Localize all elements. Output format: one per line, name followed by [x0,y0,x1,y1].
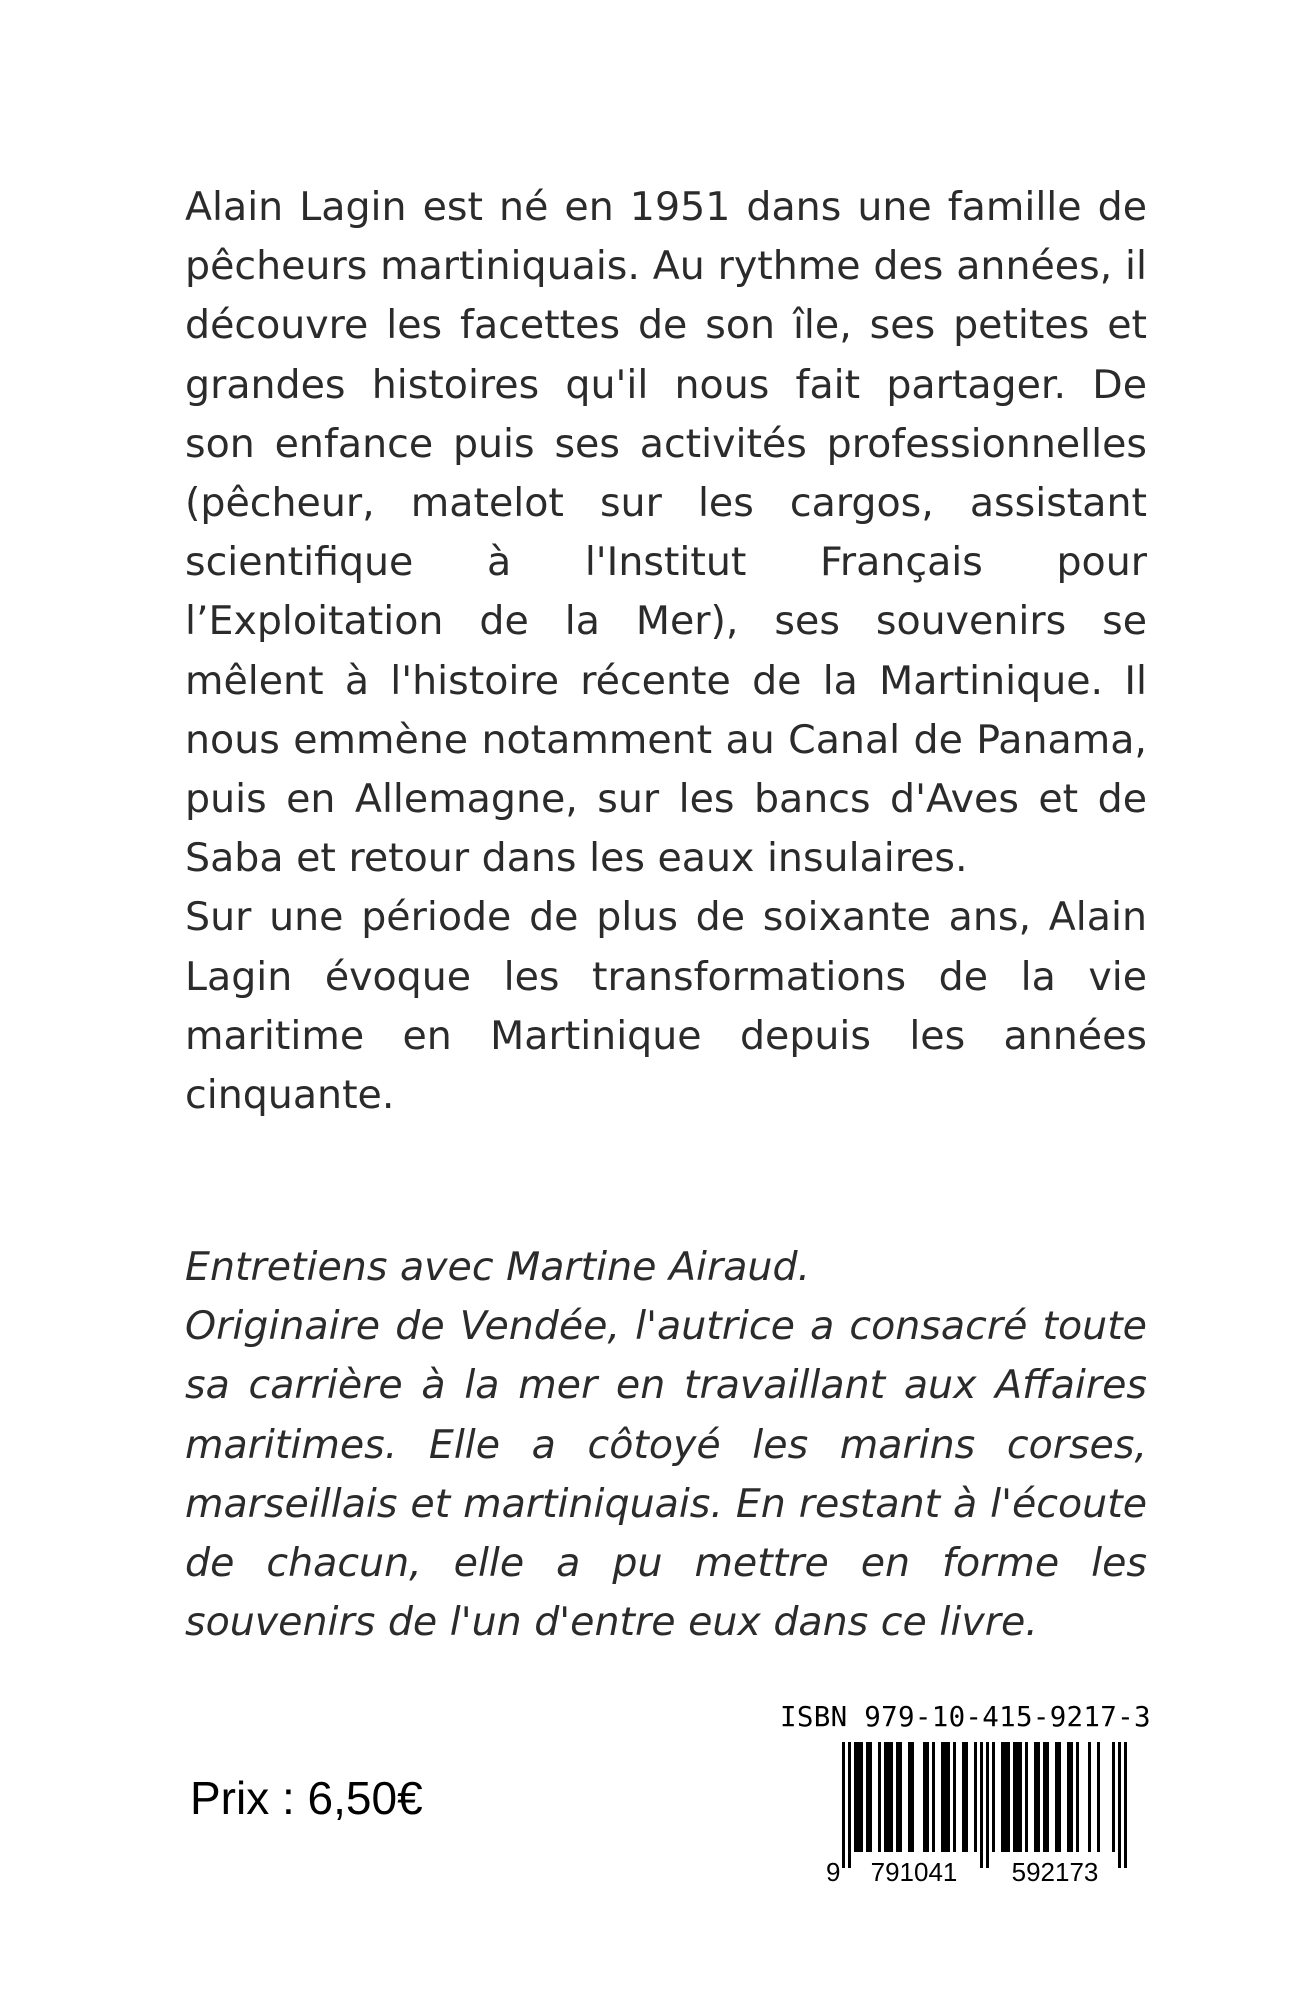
barcode-bar [857,1742,860,1852]
barcode-bar [1025,1742,1028,1852]
barcode-bar [974,1742,977,1852]
barcode-bar [1124,1742,1127,1868]
barcode-bar [1034,1742,1037,1852]
barcode [820,1742,1136,1888]
interview-heading: Entretiens avec Martine Airaud. [185,1244,811,1290]
barcode-bar [848,1742,851,1868]
barcode-bar [869,1742,872,1852]
barcode-bars [842,1742,1127,1868]
barcode-bar [941,1742,944,1852]
barcode-bar [947,1742,950,1852]
barcode-bar [899,1742,902,1852]
barcode-bar [986,1742,989,1868]
barcode-bar [854,1742,857,1852]
barcode-bar [962,1742,965,1852]
barcode-bar [890,1742,893,1852]
barcode-bar [1004,1742,1007,1852]
barcode-bar [923,1742,926,1852]
barcode-bar [1067,1742,1070,1852]
barcode-bar [1070,1742,1073,1852]
barcode-bar [878,1742,881,1852]
barcode-bar [926,1742,929,1852]
barcode-bar [932,1742,935,1852]
barcode-bar [965,1742,968,1852]
barcode-digit-group: 9 [826,1857,841,1887]
barcode-bar [1007,1742,1010,1852]
barcode-bar [911,1742,914,1852]
biography-paragraph-1: Alain Lagin est né en 1951 dans une famille de pêcheurs martiniquais. Au rythme des années, il découvre les facettes de son île, ses petites et grandes histoires qu'il nous fait partager. De son enfance puis ses activités professionnelles (pêcheur, matelot sur les cargos, assistant scientifique à l'Institut Français pour l’Exploitation de la Mer), ses souvenirs se mêlent à l'histoire récente de la Martinique. Il nous emmène notamment au Canal de Panama, puis en Allemagne, sur les bancs d'Aves et de Saba et retour dans les eaux insulaires. [185,184,1147,882]
barcode-bar [1088,1742,1091,1852]
barcode-bar [992,1742,995,1852]
barcode-bar [1016,1742,1019,1852]
barcode-bar [884,1742,887,1852]
barcode-bar [980,1742,983,1868]
author-description: Originaire de Vendée, l'autrice a consacré toute sa carrière à la mer en travaillant aux Affaires maritimes. Elle a côtoyé les marins corses, marseillais et martiniquais. En restant à l'écoute de chacun, elle a pu mettre en forme les souvenirs de l'un d'entre eux dans ce livre. [185,1303,1147,1646]
barcode-bar [866,1742,869,1852]
barcode-graphic [820,1742,1136,1888]
barcode-bar [1118,1742,1121,1868]
barcode-bar [1058,1742,1061,1852]
barcode-bar [1001,1742,1004,1852]
interview-credit [185,1238,1147,1652]
biography-paragraph-2: Sur une période de plus de soixante ans, Alain Lagin évoque les transformations de la vie maritime en Martinique depuis les années cinquante. [185,894,1147,1119]
barcode-bar [896,1742,899,1852]
biography-text [185,178,1147,1125]
barcode-bar [887,1742,890,1852]
barcode-bar [1019,1742,1022,1852]
barcode-bar [1076,1742,1079,1852]
barcode-bar [1043,1742,1046,1852]
barcode-bar [1013,1742,1016,1852]
barcode-bar [1037,1742,1040,1852]
barcode-bar [944,1742,947,1852]
barcode-bar [842,1742,845,1868]
barcode-bar [1055,1742,1058,1852]
barcode-bar [860,1742,863,1852]
barcode-bar [953,1742,956,1852]
barcode-bar [908,1742,911,1852]
price-label: Prix : 6,50€ [190,1772,423,1824]
barcode-digit-group: 791041 [870,1857,958,1887]
barcode-bar [1046,1742,1049,1852]
barcode-digits [826,1857,1098,1887]
barcode-digit-group: 592173 [1011,1857,1099,1887]
isbn-label: ISBN 979-10-415-9217-3 [780,1701,1151,1733]
barcode-bar [1097,1742,1100,1852]
barcode-bar [1112,1742,1115,1852]
